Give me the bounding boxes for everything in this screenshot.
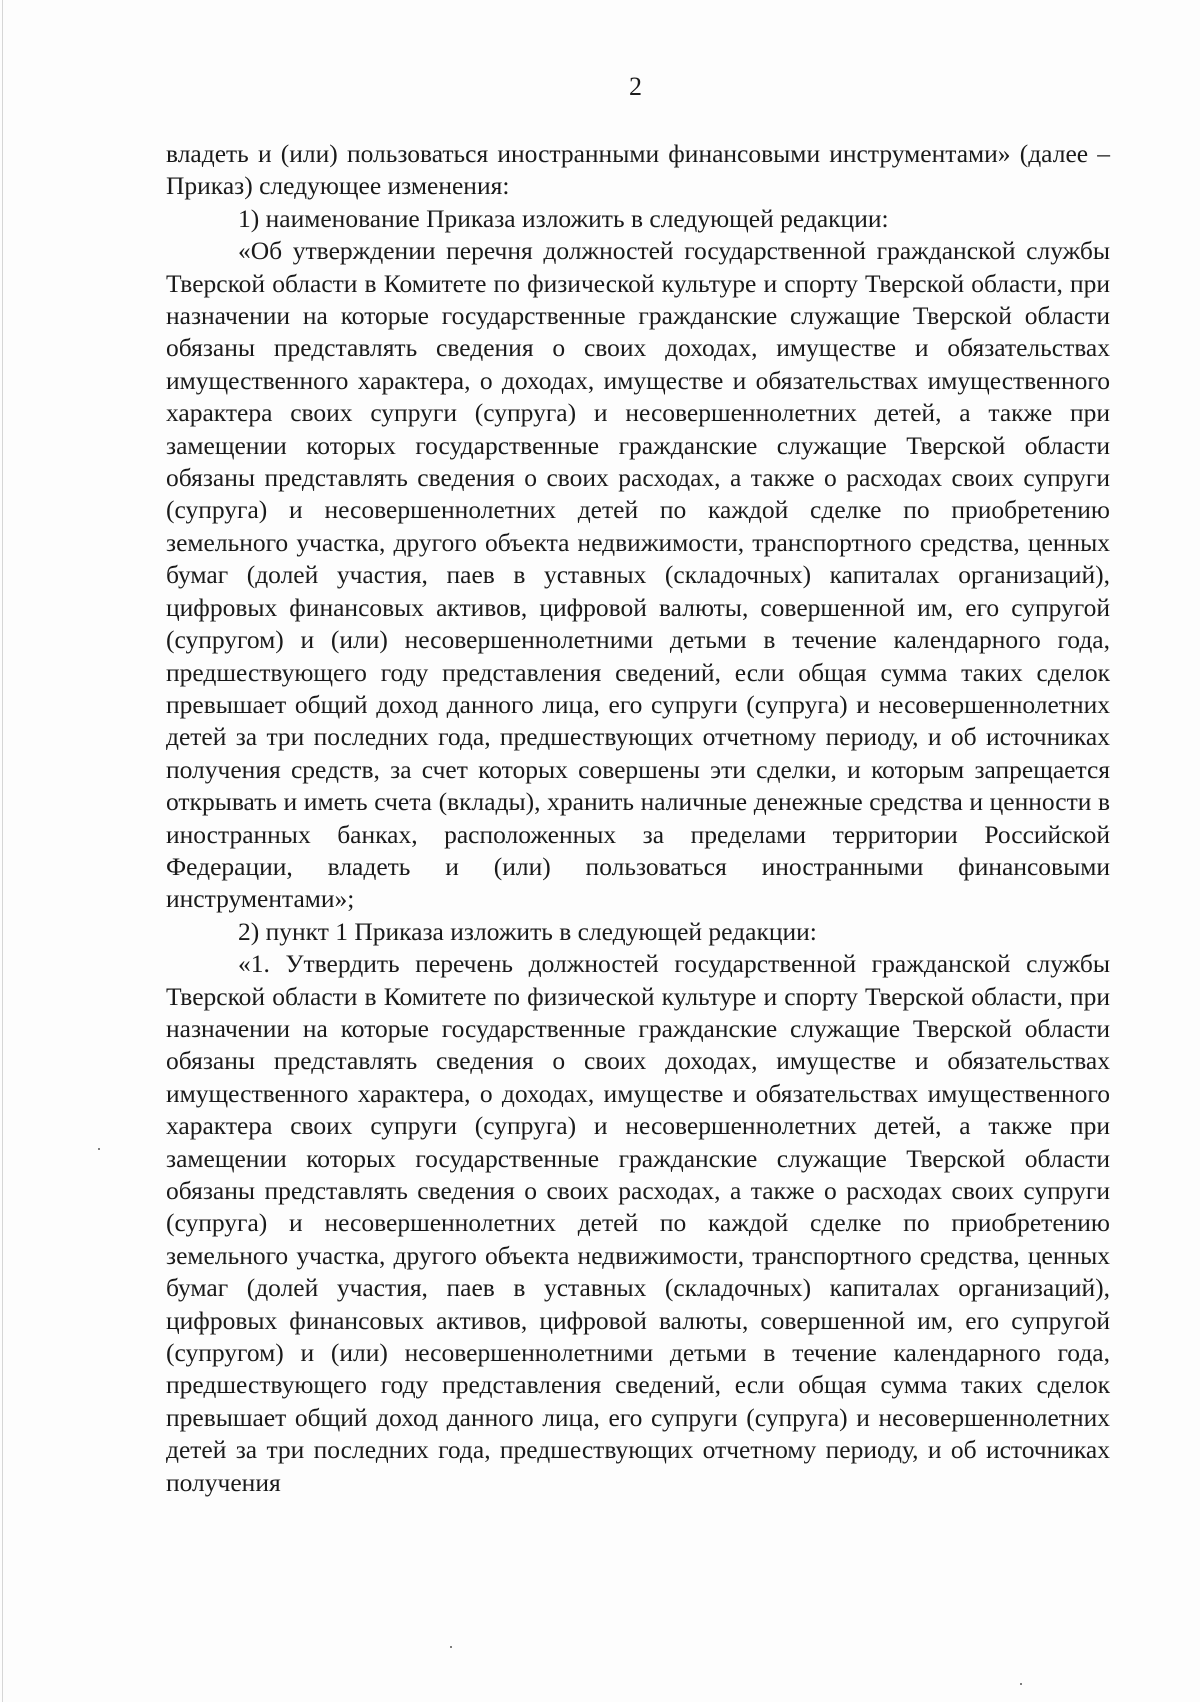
paragraph-item-2-heading: 2) пункт 1 Приказа изложить в следующей редакции:: [238, 916, 817, 946]
paragraph-new-point-1-text: «1. Утвердить перечень должностей государственной гражданской службы Тверской области в Комитете по физической культуре и спорту Тверской области, при назначении на которые государственные гражданские служащие Тверской области обязаны представлять сведения о своих доходах, имуществе и обязательствах имущественного характера, о доходах, имуществе и обязательствах имущественного характера своих супруги (супруга) и несовершеннолетних детей, а также при замещении которых государственные гражданские служащие Тверской области обязаны представлять сведения о своих расходах, а также о расходах своих супруги (супруга) и несовершеннолетних детей по каждой сделке по приобретению земельного участка, другого объекта недвижимости, транспортного средства, ценных бумаг (долей участия, паев в уставных (складочных) капиталах организаций), цифровых финансовых активов, цифровой валюты, совершенной им, его супругой (супругом) и (или) несовершеннолетними детьми в течение календарного года, предшествующего году представления сведений, если общая сумма таких сделок превышает общий доход данного лица, его супруги (супруга) и несовершеннолетних детей за три последних года, предшествующих отчетному периоду, и об источниках получения: [166, 949, 1110, 1497]
document-body: [166, 138, 1110, 1499]
paragraph-new-title-text: «Об утверждении перечня должностей государственной гражданской службы Тверской области в Комитете по физической культуре и спорту Тверской области, при назначении на которые государственные гражданские служащие Тверской области обязаны представлять сведения о своих доходах, имуществе и обязательствах имущественного характера, о доходах, имуществе и обязательствах имущественного характера своих супруги (супруга) и несовершеннолетних детей, а также при замещении которых государственные гражданские служащие Тверской области обязаны представлять сведения о своих расходах, а также о расходах своих супруги (супруга) и несовершеннолетних детей по каждой сделке по приобретению земельного участка, другого объекта недвижимости, транспортного средства, ценных бумаг (долей участия, паев в уставных (складочных) капиталах организаций), цифровых финансовых активов, цифровой валюты, совершенной им, его супругой (супругом) и (или) несовершеннолетними детьми в течение календарного года, предшествующего году представления сведений, если общая сумма таких сделок превышает общий доход данного лица, его супруги (супруга) и несовершеннолетних детей за три последних года, предшествующих отчетному периоду, и об источниках получения средств, за счет которых совершены эти сделки, и которым запрещается открывать и иметь счета (вклады), хранить наличные денежные средства и ценности в иностранных банках, расположенных за пределами территории Российской Федерации, владеть и (или) пользоваться иностранными финансовыми инструментами»;: [166, 236, 1110, 914]
scan-speck: [450, 1646, 452, 1648]
scan-speck: [1020, 1683, 1022, 1685]
page-number: 2: [629, 72, 642, 101]
paragraph-continuation: владеть и (или) пользоваться иностранными финансовыми инструментами» (далее – Приказ) следующее изменения:: [166, 139, 1110, 201]
paragraph-item-1-heading: 1) наименование Приказа изложить в следующей редакции:: [238, 203, 889, 233]
scan-edge-line: [2, 0, 3, 1702]
scan-speck: [98, 1148, 100, 1150]
